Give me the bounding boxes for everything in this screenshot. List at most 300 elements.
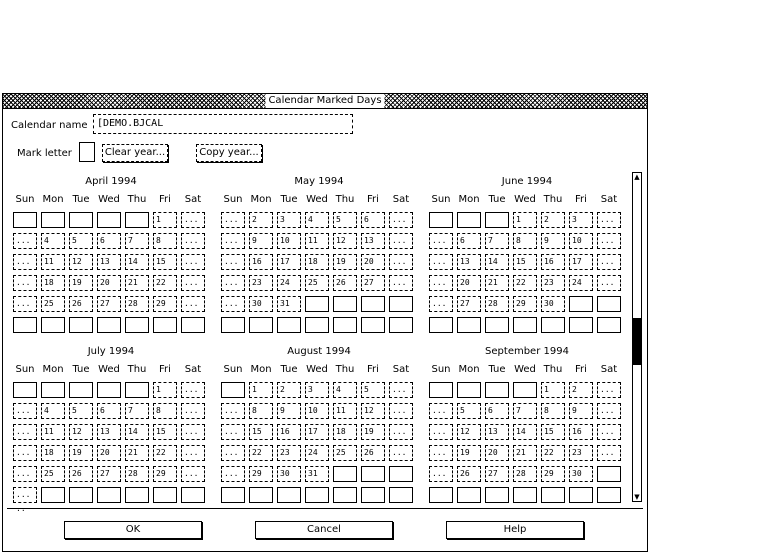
day-cell[interactable] (429, 487, 453, 503)
day-cell[interactable]: 6 (97, 233, 121, 249)
day-cell[interactable]: 13 (97, 254, 121, 270)
day-cell[interactable]: 31 (277, 296, 301, 312)
day-cell[interactable]: 15 (249, 424, 273, 440)
day-cell[interactable]: 8 (541, 403, 565, 419)
day-cell[interactable] (429, 317, 453, 333)
day-cell[interactable]: 4 (41, 403, 65, 419)
day-cell[interactable]: 19 (333, 254, 357, 270)
day-cell[interactable]: 30 (541, 296, 565, 312)
day-cell[interactable] (541, 487, 565, 503)
day-cell[interactable] (429, 382, 453, 398)
day-cell[interactable] (569, 317, 593, 333)
day-cell[interactable]: 18 (333, 424, 357, 440)
cancel-button[interactable]: Cancel (255, 521, 393, 539)
weekday-label: Wed (306, 364, 328, 375)
day-cell[interactable]: 28 (513, 466, 537, 482)
day-cell[interactable]: ... (13, 445, 37, 461)
day-cell[interactable]: 28 (125, 466, 149, 482)
day-cell[interactable] (97, 487, 121, 503)
day-cell[interactable]: 1 (513, 212, 537, 228)
month-title: June 1994 (501, 176, 553, 187)
day-cell[interactable] (69, 487, 93, 503)
day-cell[interactable]: 14 (125, 424, 149, 440)
day-cell[interactable]: 15 (513, 254, 537, 270)
day-cell[interactable]: ... (181, 233, 205, 249)
day-cell[interactable]: 9 (541, 233, 565, 249)
day-cell[interactable]: ... (221, 233, 245, 249)
day-cell[interactable] (457, 212, 481, 228)
day-cell[interactable]: ... (389, 212, 413, 228)
day-cell[interactable]: 21 (125, 445, 149, 461)
weekday-label: Mon (458, 364, 480, 375)
day-cell[interactable]: 10 (305, 403, 329, 419)
day-cell[interactable]: 16 (277, 424, 301, 440)
weekday-label: Fri (159, 364, 171, 375)
day-cell[interactable]: ... (181, 275, 205, 291)
day-cell[interactable]: 27 (97, 466, 121, 482)
day-cell[interactable]: ... (429, 445, 453, 461)
day-cell[interactable]: 30 (277, 466, 301, 482)
day-cell[interactable]: 13 (361, 233, 385, 249)
weekday-label: Mon (250, 364, 272, 375)
day-cell[interactable] (361, 317, 385, 333)
day-cell[interactable]: 22 (513, 275, 537, 291)
month-title: May 1994 (294, 176, 344, 187)
day-cell[interactable]: 4 (333, 382, 357, 398)
day-cell[interactable] (569, 296, 593, 312)
day-cell[interactable]: 11 (333, 403, 357, 419)
day-cell[interactable]: 13 (97, 424, 121, 440)
day-cell[interactable]: ... (13, 254, 37, 270)
day-cell[interactable]: ... (221, 254, 245, 270)
day-cell[interactable]: ... (181, 466, 205, 482)
day-cell[interactable] (305, 317, 329, 333)
day-cell[interactable]: 16 (541, 254, 565, 270)
divider (7, 508, 643, 509)
day-cell[interactable] (221, 382, 245, 398)
day-cell[interactable]: 11 (41, 424, 65, 440)
day-cell[interactable]: 16 (569, 424, 593, 440)
day-cell[interactable]: 20 (97, 445, 121, 461)
day-cell[interactable] (333, 317, 357, 333)
day-cell[interactable]: 23 (249, 275, 273, 291)
day-cell[interactable]: 7 (125, 403, 149, 419)
weekday-label: Tue (72, 364, 90, 375)
day-cell[interactable]: 22 (541, 445, 565, 461)
day-cell[interactable]: ... (221, 445, 245, 461)
day-cell[interactable]: 24 (277, 275, 301, 291)
scroll-up-arrow-icon[interactable]: ▲ (634, 173, 640, 181)
day-cell[interactable]: ... .. (13, 487, 37, 503)
day-cell[interactable]: 14 (125, 254, 149, 270)
day-cell[interactable] (125, 382, 149, 398)
day-cell[interactable] (69, 382, 93, 398)
day-cell[interactable] (69, 212, 93, 228)
day-cell[interactable] (221, 487, 245, 503)
day-cell[interactable]: 19 (69, 275, 93, 291)
day-cell[interactable] (541, 317, 565, 333)
day-cell[interactable]: ... (221, 212, 245, 228)
weekday-label: Sat (392, 364, 410, 375)
day-cell[interactable]: 21 (125, 275, 149, 291)
day-cell[interactable] (361, 466, 385, 482)
day-cell[interactable] (333, 466, 357, 482)
day-cell[interactable]: 30 (569, 466, 593, 482)
weekday-label: Tue (488, 364, 506, 375)
day-cell[interactable]: ... (389, 445, 413, 461)
day-cell[interactable]: 27 (97, 296, 121, 312)
weekday-label: Thu (543, 194, 563, 205)
weekday-label: Sat (392, 194, 410, 205)
weekday-label: Sun (223, 364, 243, 375)
day-cell[interactable] (361, 487, 385, 503)
day-cell[interactable]: 5 (69, 233, 93, 249)
copy-year-button[interactable]: Copy year... (196, 144, 262, 162)
day-cell[interactable] (41, 317, 65, 333)
weekday-label: Sun (15, 364, 35, 375)
ok-button[interactable]: OK (64, 521, 202, 539)
day-cell[interactable]: ... (597, 254, 621, 270)
day-cell[interactable]: 29 (153, 296, 177, 312)
day-cell[interactable]: ... (429, 466, 453, 482)
day-cell[interactable]: 23 (569, 445, 593, 461)
day-cell[interactable]: ... (389, 254, 413, 270)
day-cell[interactable]: 26 (457, 466, 481, 482)
day-cell[interactable]: 9 (249, 233, 273, 249)
day-cell[interactable]: 11 (41, 254, 65, 270)
day-cell[interactable]: 6 (97, 403, 121, 419)
clear-year-button[interactable]: Clear year... (102, 144, 168, 162)
day-cell[interactable]: 1 (249, 382, 273, 398)
day-cell[interactable]: 26 (361, 445, 385, 461)
day-cell[interactable]: 3 (305, 382, 329, 398)
day-cell[interactable]: 4 (305, 212, 329, 228)
day-cell[interactable]: ... (13, 403, 37, 419)
day-cell[interactable]: ... (181, 403, 205, 419)
weekday-label: Mon (42, 194, 64, 205)
day-cell[interactable] (597, 487, 621, 503)
day-cell[interactable]: 17 (277, 254, 301, 270)
day-cell[interactable]: 13 (457, 254, 481, 270)
day-cell[interactable]: ... (13, 466, 37, 482)
day-cell[interactable]: 28 (485, 296, 509, 312)
day-cell[interactable]: ... (13, 424, 37, 440)
day-cell[interactable]: 14 (513, 424, 537, 440)
weekday-label: Sat (600, 194, 618, 205)
weekday-label: Fri (575, 194, 587, 205)
day-cell[interactable]: 12 (69, 424, 93, 440)
day-cell[interactable] (249, 317, 273, 333)
day-cell[interactable]: 29 (153, 466, 177, 482)
day-cell[interactable]: 12 (457, 424, 481, 440)
day-cell[interactable]: ... (181, 296, 205, 312)
day-cell[interactable]: ... (429, 254, 453, 270)
day-cell[interactable]: 22 (249, 445, 273, 461)
day-cell[interactable]: 26 (333, 275, 357, 291)
day-cell[interactable] (597, 466, 621, 482)
day-cell[interactable]: ... (389, 403, 413, 419)
day-cell[interactable]: ... (389, 424, 413, 440)
day-cell[interactable]: ... (221, 403, 245, 419)
day-cell[interactable]: 16 (249, 254, 273, 270)
day-cell[interactable] (97, 382, 121, 398)
day-cell[interactable]: 13 (485, 424, 509, 440)
weekday-label: Sun (431, 194, 451, 205)
day-cell[interactable]: ... (221, 466, 245, 482)
mark-letter-field[interactable] (79, 142, 95, 162)
day-cell[interactable]: 20 (457, 275, 481, 291)
day-cell[interactable]: 12 (333, 233, 357, 249)
day-cell[interactable]: ... (181, 254, 205, 270)
day-cell[interactable] (41, 382, 65, 398)
day-cell[interactable]: 7 (485, 233, 509, 249)
day-cell[interactable] (41, 487, 65, 503)
day-cell[interactable]: 21 (485, 275, 509, 291)
day-cell[interactable]: 27 (485, 466, 509, 482)
day-cell[interactable]: ... (221, 296, 245, 312)
day-cell[interactable]: 26 (69, 296, 93, 312)
weekday-label: Fri (367, 194, 379, 205)
day-cell[interactable]: ... (389, 233, 413, 249)
day-cell[interactable]: ... (181, 382, 205, 398)
day-cell[interactable]: ... (597, 275, 621, 291)
day-cell[interactable] (69, 317, 93, 333)
day-cell[interactable]: ... (597, 212, 621, 228)
day-cell[interactable]: 25 (333, 445, 357, 461)
day-cell[interactable]: 6 (457, 233, 481, 249)
day-cell[interactable]: 9 (569, 403, 593, 419)
day-cell[interactable] (333, 487, 357, 503)
day-cell[interactable]: 28 (125, 296, 149, 312)
day-cell[interactable]: ... (181, 424, 205, 440)
weekday-label: Thu (335, 364, 355, 375)
day-cell[interactable]: 29 (541, 466, 565, 482)
day-cell[interactable]: 18 (305, 254, 329, 270)
weekday-label: Wed (514, 364, 536, 375)
day-cell[interactable] (125, 487, 149, 503)
day-cell[interactable] (485, 487, 509, 503)
day-cell[interactable]: 15 (153, 424, 177, 440)
day-cell[interactable] (513, 487, 537, 503)
day-cell[interactable]: 24 (305, 445, 329, 461)
weekday-label: Thu (335, 194, 355, 205)
weekday-label: Mon (250, 194, 272, 205)
day-cell[interactable]: 18 (41, 445, 65, 461)
day-cell[interactable]: 1 (153, 212, 177, 228)
day-cell[interactable]: 19 (69, 445, 93, 461)
day-cell[interactable] (457, 382, 481, 398)
day-cell[interactable]: 20 (485, 445, 509, 461)
day-cell[interactable]: 6 (485, 403, 509, 419)
weekday-label: Tue (488, 194, 506, 205)
day-cell[interactable]: ... (13, 296, 37, 312)
day-cell[interactable] (181, 317, 205, 333)
day-cell[interactable]: 2 (277, 382, 301, 398)
day-cell[interactable]: 27 (457, 296, 481, 312)
day-cell[interactable] (597, 317, 621, 333)
day-cell[interactable]: 6 (361, 212, 385, 228)
day-cell[interactable]: 4 (41, 233, 65, 249)
day-cell[interactable]: 8 (153, 233, 177, 249)
day-cell[interactable]: ... (429, 275, 453, 291)
day-cell[interactable]: 23 (541, 275, 565, 291)
scroll-down-arrow-icon[interactable]: ▼ (634, 493, 640, 501)
day-cell[interactable]: ... (429, 424, 453, 440)
day-cell[interactable]: 25 (41, 466, 65, 482)
weekday-label: Tue (280, 194, 298, 205)
day-cell[interactable]: ... (181, 445, 205, 461)
day-cell[interactable]: ... (597, 233, 621, 249)
day-cell[interactable] (13, 382, 37, 398)
day-cell[interactable] (305, 296, 329, 312)
scrollbar-thumb[interactable] (633, 318, 641, 365)
weekday-label: Mon (42, 364, 64, 375)
day-cell[interactable] (457, 317, 481, 333)
weekday-label: Wed (306, 194, 328, 205)
day-cell[interactable]: 12 (69, 254, 93, 270)
day-cell[interactable]: ... (597, 403, 621, 419)
month-title: August 1994 (287, 346, 351, 357)
vertical-scrollbar[interactable] (632, 172, 642, 502)
day-cell[interactable]: 22 (153, 445, 177, 461)
day-cell[interactable] (597, 296, 621, 312)
day-cell[interactable] (389, 296, 413, 312)
day-cell[interactable]: 5 (69, 403, 93, 419)
day-cell[interactable]: 22 (153, 275, 177, 291)
day-cell[interactable]: 14 (485, 254, 509, 270)
day-cell[interactable] (13, 317, 37, 333)
weekday-label: Thu (127, 194, 147, 205)
day-cell[interactable]: 5 (333, 212, 357, 228)
day-cell[interactable] (305, 487, 329, 503)
day-cell[interactable]: 7 (513, 403, 537, 419)
day-cell[interactable] (333, 296, 357, 312)
day-cell[interactable] (277, 317, 301, 333)
day-cell[interactable] (485, 212, 509, 228)
day-cell[interactable] (389, 466, 413, 482)
day-cell[interactable]: ... (429, 403, 453, 419)
day-cell[interactable] (457, 487, 481, 503)
day-cell[interactable] (97, 317, 121, 333)
day-cell[interactable]: 8 (513, 233, 537, 249)
day-cell[interactable]: ... (13, 275, 37, 291)
day-cell[interactable]: 18 (41, 275, 65, 291)
day-cell[interactable]: ... (597, 424, 621, 440)
day-cell[interactable] (389, 317, 413, 333)
day-cell[interactable] (429, 212, 453, 228)
day-cell[interactable] (153, 487, 177, 503)
day-cell[interactable]: ... (597, 445, 621, 461)
day-cell[interactable]: 17 (569, 254, 593, 270)
day-cell[interactable]: 11 (305, 233, 329, 249)
mark-letter-label: Mark letter (17, 148, 72, 159)
day-cell[interactable]: 25 (41, 296, 65, 312)
day-cell[interactable]: 27 (361, 275, 385, 291)
day-cell[interactable]: 23 (277, 445, 301, 461)
day-cell[interactable]: 2 (249, 212, 273, 228)
day-cell[interactable]: 10 (277, 233, 301, 249)
day-cell[interactable] (221, 317, 245, 333)
day-cell[interactable]: 29 (249, 466, 273, 482)
day-cell[interactable]: 2 (569, 382, 593, 398)
day-cell[interactable] (41, 212, 65, 228)
day-cell[interactable]: ... (181, 212, 205, 228)
day-cell[interactable]: 21 (513, 445, 537, 461)
day-cell[interactable]: 19 (457, 445, 481, 461)
calendar-name-field[interactable]: [DEMO.BJCAL (93, 114, 353, 134)
weekday-label: Wed (98, 194, 120, 205)
day-cell[interactable]: 5 (457, 403, 481, 419)
help-button[interactable]: Help (446, 521, 584, 539)
day-cell[interactable]: ... (429, 233, 453, 249)
day-cell[interactable] (13, 212, 37, 228)
day-cell[interactable]: 10 (569, 233, 593, 249)
day-cell[interactable]: 24 (569, 275, 593, 291)
day-cell[interactable]: ... (389, 382, 413, 398)
weekday-label: Fri (367, 364, 379, 375)
day-cell[interactable]: ... (13, 233, 37, 249)
day-cell[interactable]: ... (389, 275, 413, 291)
day-cell[interactable] (125, 317, 149, 333)
weekday-label: Sun (223, 194, 243, 205)
day-cell[interactable] (277, 487, 301, 503)
day-cell[interactable] (181, 487, 205, 503)
day-cell[interactable]: 15 (153, 254, 177, 270)
day-cell[interactable] (513, 382, 537, 398)
day-cell[interactable]: 8 (249, 403, 273, 419)
day-cell[interactable]: 15 (541, 424, 565, 440)
day-cell[interactable]: ... (221, 275, 245, 291)
day-cell[interactable]: 3 (569, 212, 593, 228)
day-cell[interactable]: 31 (305, 466, 329, 482)
day-cell[interactable] (361, 296, 385, 312)
day-cell[interactable]: 1 (541, 382, 565, 398)
day-cell[interactable]: 1 (153, 382, 177, 398)
day-cell[interactable]: 2 (541, 212, 565, 228)
day-cell[interactable]: ... (221, 424, 245, 440)
day-cell[interactable] (569, 487, 593, 503)
day-cell[interactable]: 20 (361, 254, 385, 270)
day-cell[interactable]: 7 (125, 233, 149, 249)
day-cell[interactable] (485, 382, 509, 398)
day-cell[interactable]: 9 (277, 403, 301, 419)
day-cell[interactable]: 8 (153, 403, 177, 419)
day-cell[interactable]: 29 (513, 296, 537, 312)
day-cell[interactable] (485, 317, 509, 333)
title-bar[interactable] (3, 94, 647, 109)
day-cell[interactable]: 12 (361, 403, 385, 419)
weekday-label: Thu (543, 364, 563, 375)
day-cell[interactable] (125, 212, 149, 228)
day-cell[interactable]: 19 (361, 424, 385, 440)
day-cell[interactable] (97, 212, 121, 228)
day-cell[interactable] (153, 317, 177, 333)
day-cell[interactable] (513, 317, 537, 333)
month-title: July 1994 (87, 346, 135, 357)
day-cell[interactable]: ... (597, 382, 621, 398)
day-cell[interactable]: 26 (69, 466, 93, 482)
day-cell[interactable] (389, 487, 413, 503)
day-cell[interactable] (249, 487, 273, 503)
day-cell[interactable]: 20 (97, 275, 121, 291)
day-cell[interactable]: 17 (305, 424, 329, 440)
day-cell[interactable]: 5 (361, 382, 385, 398)
day-cell[interactable]: 3 (277, 212, 301, 228)
weekday-label: Wed (98, 364, 120, 375)
day-cell[interactable]: 30 (249, 296, 273, 312)
day-cell[interactable]: 25 (305, 275, 329, 291)
day-cell[interactable]: ... (429, 296, 453, 312)
